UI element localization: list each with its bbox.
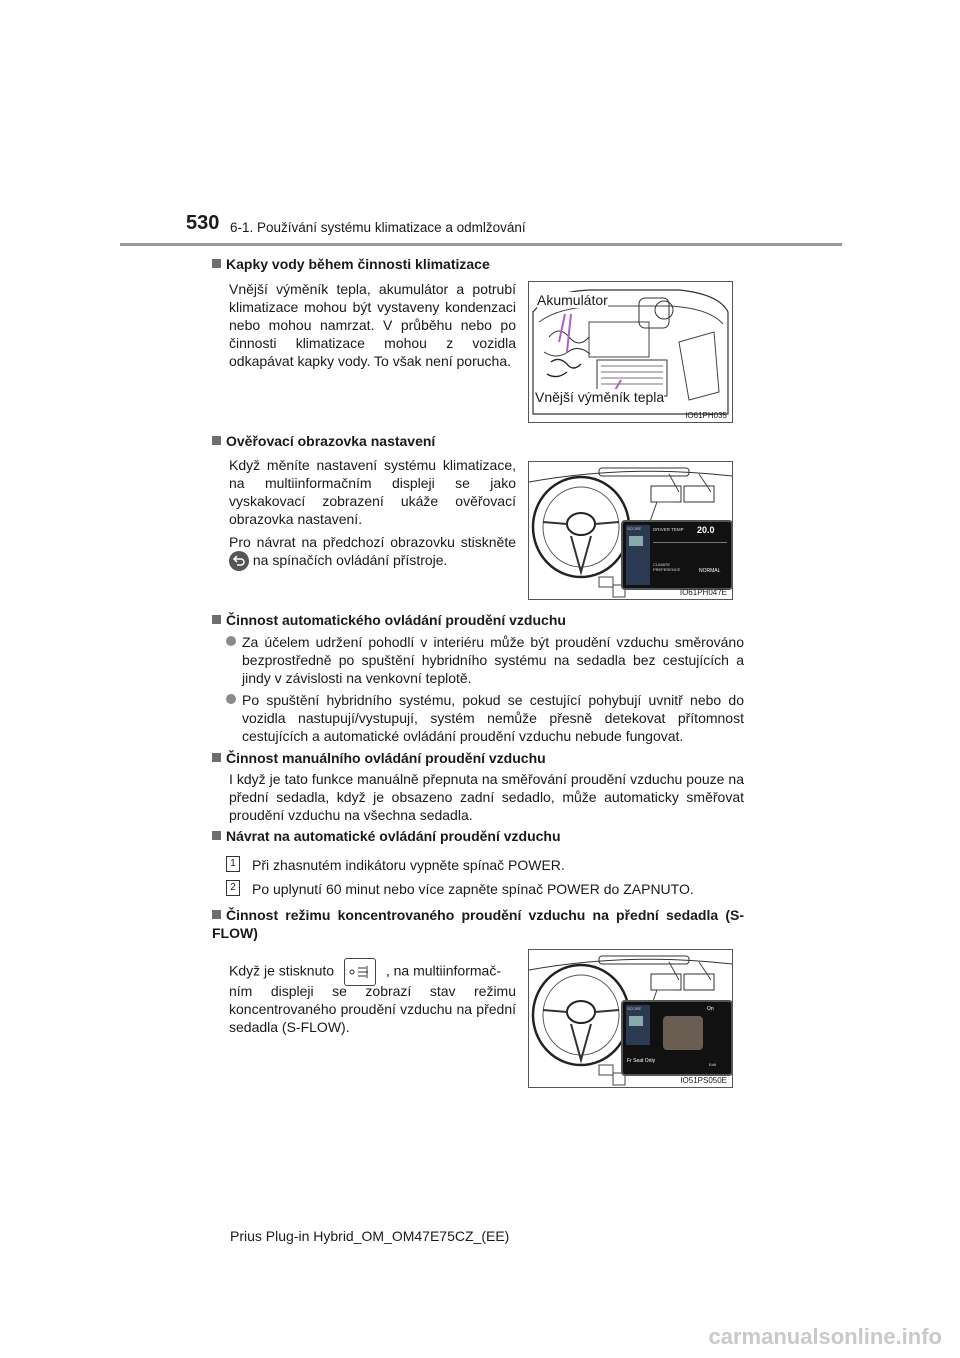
section-heading-water: Kapky vody během činnosti klimatizace xyxy=(212,256,490,272)
display-edit: Edit xyxy=(709,1062,716,1067)
section-heading-return-auto: Návrat na automatické ovládání proudění vzduchu xyxy=(212,828,561,844)
display-normal: NORMAL xyxy=(699,568,721,574)
step-1: 1 Při zhasnutém indikátoru vypněte spínač POWER. xyxy=(252,856,742,874)
round-bullet-icon xyxy=(226,636,236,646)
sflow-paragraph-1: Když je stisknuto , na multiinformač- xyxy=(229,958,516,986)
figure-code: IO61PH035 xyxy=(685,411,727,420)
square-bullet-icon xyxy=(212,753,221,762)
confirm-paragraph-2: Pro návrat na předchozí obrazovku stiskněte na spínačích ovládání přístroje. xyxy=(229,533,516,571)
display-sidebar xyxy=(626,525,650,585)
sflow-screen-figure xyxy=(528,949,733,1088)
square-bullet-icon xyxy=(212,831,221,840)
confirm-screen-figure xyxy=(528,461,733,600)
accumulator-label: Akumulátor xyxy=(537,292,608,308)
manual-airflow-paragraph: I když je tato funkce manuálně přepnuta na směřování proudění vzduchu pouze na přední sedadla, když je obsazeno zadní sedadlo, může automaticky směřovat proudění vzduchu na všechna sedadla. xyxy=(229,771,744,823)
auto-airflow-bullet-1: Za účelem udržení pohodlí v interiéru může být proudění vzduchu směrováno bezprostředně po spuštění hybridního systému na sedadla bez cestujících a jindy v závislosti na venkovní teplotě. xyxy=(242,633,744,687)
step-2-number: 2 xyxy=(226,880,240,896)
display-score: SCORE xyxy=(627,526,642,531)
fan-icon xyxy=(629,1016,643,1026)
seat-icon xyxy=(663,1016,703,1050)
display-sidebar xyxy=(626,1005,650,1045)
confirm-paragraph-1: Když měníte nastavení systému klimatizace, na multiinformačním displeji se jako vyskakovací zobrazení ukáže ověřovací obrazovka nastavení. xyxy=(229,457,516,527)
display-divider xyxy=(653,542,727,543)
display-driver-temp-label: DRIVER TEMP xyxy=(653,527,684,532)
header-rule xyxy=(120,243,842,246)
display-mode: Fr Seat Only xyxy=(627,1058,656,1064)
auto-airflow-bullet-2: Po spuštění hybridního systému, pokud se cestující pohybují uvnitř nebo do vozidla nastupují/vystupují, systém nemůže přesně detekovat přítomnost cestujících a automatické ovládání proudění vzduchu nebude fungovat. xyxy=(242,691,744,745)
square-bullet-icon xyxy=(212,615,221,624)
display-on: On xyxy=(707,1006,714,1012)
fan-icon xyxy=(629,536,643,546)
section-heading-sflow: Činnost režimu koncentrovaného proudění vzduchu na přední sedadla (S-FLOW) xyxy=(212,907,744,941)
engine-bay-figure xyxy=(528,281,733,423)
watermark: carmanualsonline.info xyxy=(708,1324,942,1349)
section-heading-manual-airflow: Činnost manuálního ovládání proudění vzduchu xyxy=(212,750,546,766)
round-bullet-icon xyxy=(226,694,236,704)
footer-doc-id: Prius Plug-in Hybrid_OM_OM47E75CZ_(EE) xyxy=(230,1228,510,1244)
section-heading-auto-airflow: Činnost automatického ovládání proudění vzduchu xyxy=(212,612,566,628)
heat-exchanger-label: Vnější výměník tepla xyxy=(535,389,665,405)
square-bullet-icon xyxy=(212,259,221,268)
figure-code: IO51PS050E xyxy=(680,1076,727,1085)
water-paragraph: Vnější výměník tepla, akumulátor a potrubí klimatizace mohou být vystaveny kondenzaci nebo mohou namrzat. V průběhu nebo po činnosti klimatizace mohou z vozidla odkapávat kapky vody. To však není porucha. xyxy=(229,281,516,369)
figure-code: IO61PH047E xyxy=(679,588,727,597)
page-number: 530 xyxy=(186,212,220,234)
square-bullet-icon xyxy=(212,910,221,919)
multi-info-display xyxy=(621,1000,733,1076)
multi-info-display xyxy=(621,520,733,590)
step-2: 2 Po uplynutí 60 minut nebo více zapněte spínač POWER do ZAPNUTO. xyxy=(252,880,742,898)
section-heading-confirm: Ověřovací obrazovka nastavení xyxy=(212,433,435,449)
sflow-paragraph-2: ním displeji se zobrazí stav režimu koncentrovaného proudění vzduchu na přední sedadla (S-FLOW). xyxy=(229,983,516,1035)
display-score: SCORE xyxy=(627,1006,642,1011)
back-button-icon xyxy=(229,551,249,571)
display-climate-pref: CLIMATE PREFERENCE xyxy=(653,562,681,572)
display-temp-value: 20.0 xyxy=(697,525,715,535)
chapter-title: 6-1. Používání systému klimatizace a odmlžování xyxy=(230,220,526,235)
step-1-number: 1 xyxy=(226,856,240,872)
square-bullet-icon xyxy=(212,436,221,445)
